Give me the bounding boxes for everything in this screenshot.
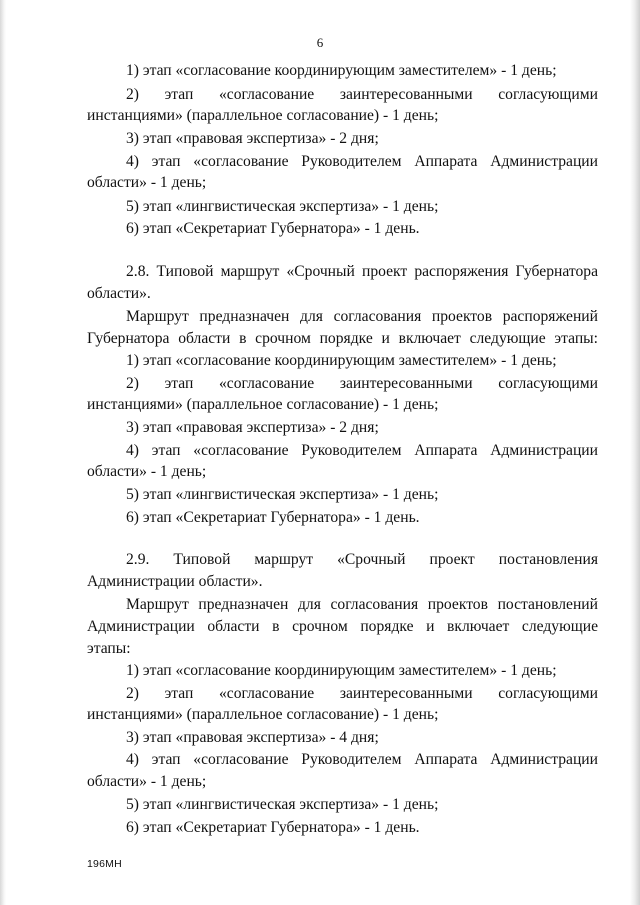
text-line: 2) этап «согласование заинтересованными согласующими xyxy=(126,86,598,103)
text-line: 5) этап «лингвистическая экспертиза» - 1 день; xyxy=(126,486,439,503)
text-line: 5) этап «лингвистическая экспертиза» - 1 день; xyxy=(126,198,439,215)
text-line: 6) этап «Секретариат Губернатора» - 1 день. xyxy=(126,220,420,237)
text-line: 6) этап «Секретариат Губернатора» - 1 день. xyxy=(126,509,420,526)
text-line: 2) этап «согласование заинтересованными согласующими xyxy=(126,375,598,392)
text-line: инстанциями» (параллельное согласование) - 1 день; xyxy=(87,706,439,723)
text-line: инстанциями» (параллельное согласование) - 1 день; xyxy=(87,107,439,124)
text-line: области» - 1 день; xyxy=(87,773,207,790)
text-line: Администрации области в срочном порядке и включает следующие xyxy=(87,618,598,635)
text-line: области» - 1 день; xyxy=(87,174,207,191)
text-line: этапы: xyxy=(87,640,131,657)
text-line: Маршрут предназначен для согласования проектов распоряжений xyxy=(126,308,598,325)
text-line: Маршрут предназначен для согласования проектов постановлений xyxy=(126,596,598,613)
text-line: 4) этап «согласование Руководителем Аппарата Администрации xyxy=(126,442,598,459)
text-line: 1) этап «согласование координирующим заместителем» - 1 день; xyxy=(126,662,557,679)
text-line: 4) этап «согласование Руководителем Аппарата Администрации xyxy=(126,751,598,768)
page-number: 6 xyxy=(316,35,324,50)
text-line: области» - 1 день; xyxy=(87,463,207,480)
section-heading: 2.8. Типовой маршрут «Срочный проект распоряжения Губернатора xyxy=(126,263,598,280)
text-line: 5) этап «лингвистическая экспертиза» - 1 день; xyxy=(126,796,439,813)
text-line: 3) этап «правовая экспертиза» - 4 дня; xyxy=(126,729,379,746)
text-line: 6) этап «Секретариат Губернатора» - 1 день. xyxy=(126,819,420,836)
text-line: 3) этап «правовая экспертиза» - 2 дня; xyxy=(126,419,379,436)
section-heading: 2.9. Типовой маршрут «Срочный проект постановления xyxy=(126,551,598,568)
text-line: области». xyxy=(87,285,151,302)
text-line: 1) этап «согласование координирующим заместителем» - 1 день; xyxy=(126,62,557,79)
scan-edge-right xyxy=(630,0,640,905)
text-line: Губернатора области в срочном порядке и включает следующие этапы: xyxy=(87,330,598,347)
text-line: 1) этап «согласование координирующим заместителем» - 1 день; xyxy=(126,352,557,369)
document-code: 196МН xyxy=(87,858,122,870)
scan-edge-left xyxy=(0,0,6,905)
text-line: 4) этап «согласование Руководителем Аппарата Администрации xyxy=(126,153,598,170)
text-line: 3) этап «правовая экспертиза» - 2 дня; xyxy=(126,130,379,147)
text-line: 2) этап «согласование заинтересованными согласующими xyxy=(126,685,598,702)
text-line: Администрации области». xyxy=(87,573,263,590)
text-line: инстанциями» (параллельное согласование) - 1 день; xyxy=(87,396,439,413)
